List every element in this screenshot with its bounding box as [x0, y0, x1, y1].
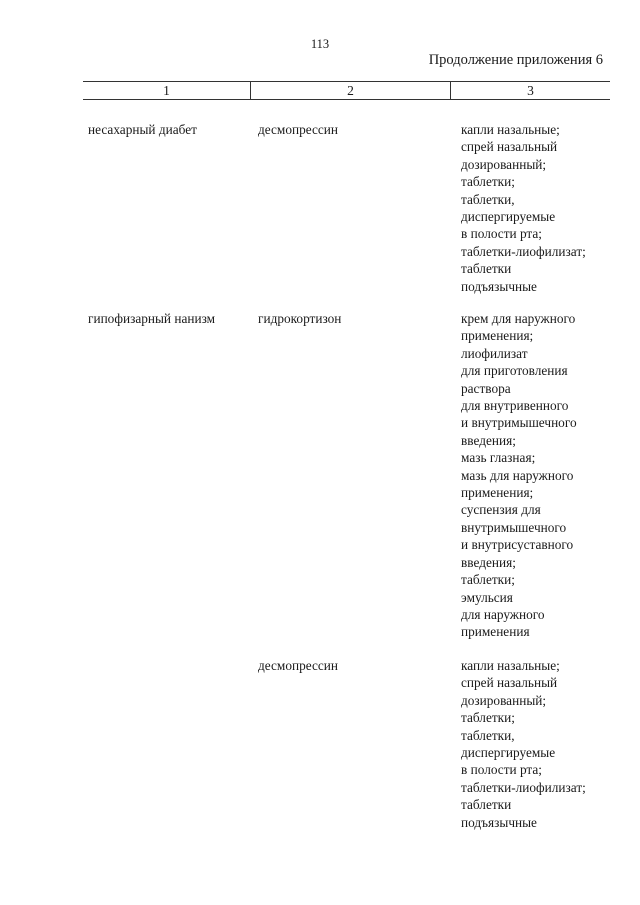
table-row-2-drug: гидрокортизон	[258, 311, 342, 326]
page-number: 113	[310, 37, 330, 51]
table-header-cell-1: 1	[163, 83, 170, 98]
table-row-1-drug: десмопрессин	[258, 122, 338, 137]
table-header-cell-3: 3	[450, 82, 610, 99]
table-row-3-drug: десмопрессин	[258, 658, 338, 673]
table-header	[83, 82, 610, 99]
table-header-cell-2: 2	[250, 82, 450, 99]
table-header-bottom-rule	[83, 99, 610, 100]
table-row-1-disease: несахарный диабет	[88, 122, 197, 137]
table-row-1-forms: капли назальные; спрей назальный дозированный; таблетки; таблетки, диспергируемые в полости рта; таблетки-лиофилизат; таблетки подъязычные	[461, 122, 586, 294]
table-row-2-disease: гипофизарный нанизм	[88, 311, 216, 326]
table-row-2-forms: крем для наружного применения; лиофилизат для приготовления раствора для внутривенного и внутримышечного введения; мазь глазная; мазь для наружного применения; суспензия для внутримышечного и внутрисуставного введения; таблетки; эмульсия для наружного применения	[461, 311, 577, 640]
table-row-3-forms: капли назальные; спрей назальный дозированный; таблетки; таблетки, диспергируемые в полости рта; таблетки-лиофилизат; таблетки подъязычные	[461, 658, 586, 830]
continuation-title: Продолжение приложения 6	[428, 52, 603, 68]
